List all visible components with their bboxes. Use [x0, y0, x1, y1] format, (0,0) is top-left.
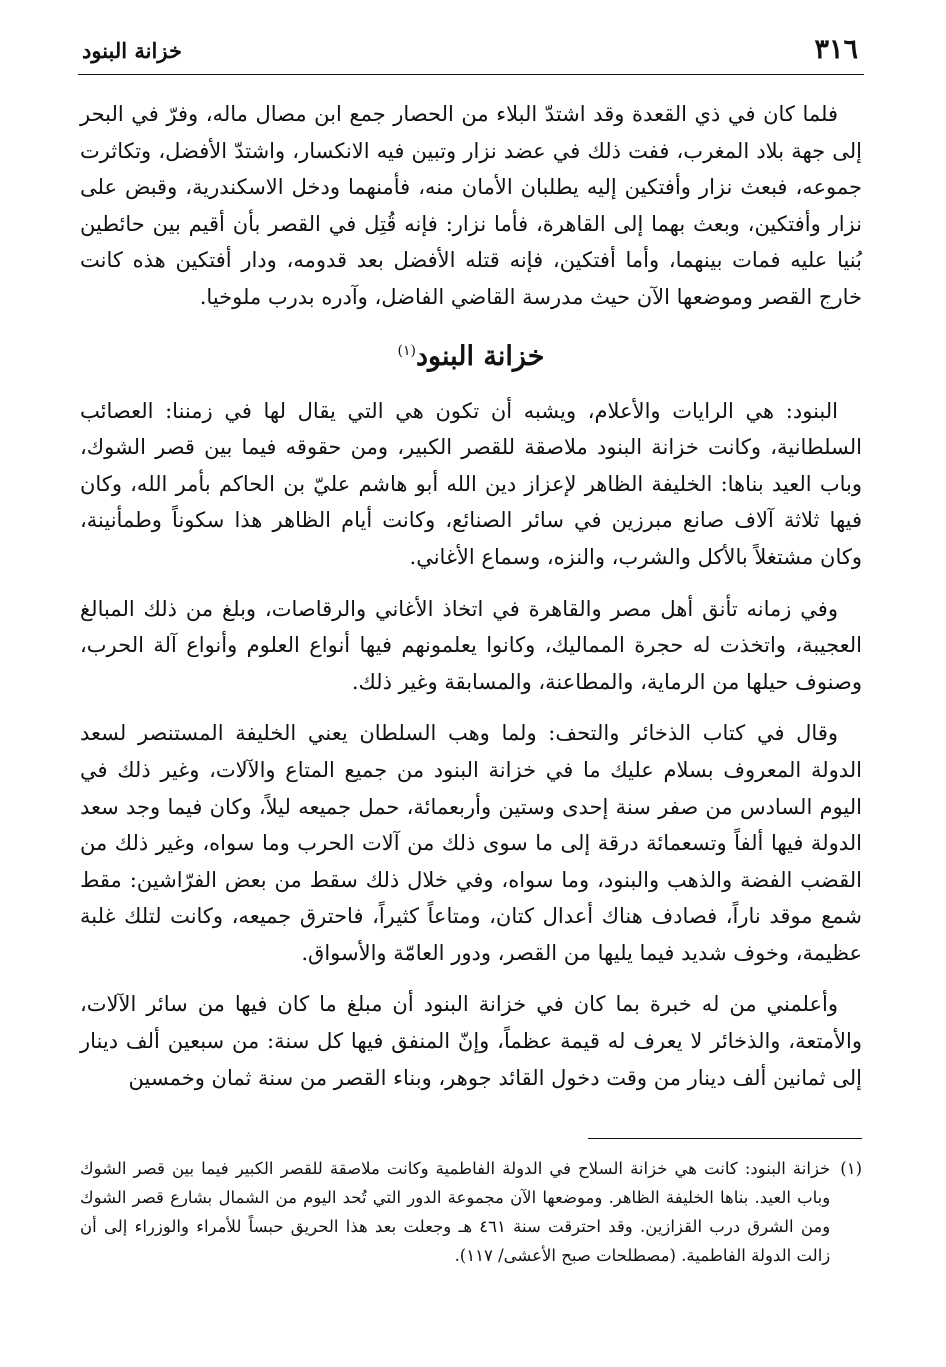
page-header [78, 30, 864, 75]
paragraph: وأعلمني من له خبرة بما كان في خزانة البنود أن مبلغ ما كان فيها من سائر الآلات، والأمتعة، والذخائر لا يعرف له قيمة عظماً، وإنّ المنفق فيها كل سنة: من سبعين ألف دينار إلى ثمانين ألف دينار من وقت دخول القائد جوهر، وبناء القصر من سنة ثمان وخمسين [80, 992, 862, 1090]
paragraph: وفي زمانه تأنق أهل مصر والقاهرة في اتخاذ الأغاني والرقاصات، وبلغ من ذلك المبالغ العجيبة، واتخذت له حجرة المماليك، وكانوا يعلمونهم فيها أنواع العلوم وأنواع آلة الحرب، وصنوف حيلها من الرماية، والمطاعنة، والمسابقة وغير ذلك. [80, 596, 862, 694]
page-body [80, 96, 862, 1111]
footnote-reference: (١) [397, 342, 416, 359]
paragraph: البنود: هي الرايات والأعلام، ويشبه أن تكون هي التي يقال لها في زمننا: العصائب السلطانية، وكانت خزانة البنود ملاصقة للقصر الكبير، ومن حقوقه فيما بين قصر الشوك، وباب العيد بناها: الخليفة الظاهر لإعزاز دين الله أبو هاشم عليّ بن الحاكم بأمر الله، وكان فيها ثلاثة آلاف صانع مبرزين في سائر الصنائع، وكانت أيام الظاهر هذا سكوناً وطمأنينة، وكان مشتغلاً بالأكل والشرب، والنزه، وسماع الأغاني. [80, 398, 862, 569]
footnote-marker: (١) [840, 1159, 862, 1178]
running-title: خزانة البنود [82, 38, 182, 63]
footnote-divider [588, 1138, 862, 1139]
paragraph: وقال في كتاب الذخائر والتحف: ولما وهب السلطان يعني الخليفة المستنصر لسعد الدولة المعروف بسلام عليك ما في خزانة البنود من جميع المتاع والآلات، وغير ذلك في اليوم السادس من صفر سنة إحدى وستين وأربعمائة، حمل جميعه ليلاً، وكان فيما وجد سعد الدولة فيها ألفاً وتسعمائة درقة إلى ما سوى ذلك من آلات الحرب وما سواه، وغير ذلك من القضب الفضة والذهب والبنود، وما سواه، وفي خلال ذلك سقط من بعض الفرّاشين: مقط شمع موقد ناراً، فصادف هناك أعدال كتان، ومتاعاً كثيراً، فاحترق جميعه، وكانت لتلك غلبة عظيمة، وخوف شديد فيما يليها من القصر، ودور العامّة والأسواق. [80, 721, 862, 965]
section-title-text: خزانة البنود [415, 340, 545, 372]
footnote-text: خزانة البنود: كانت هي خزانة السلاح في الدولة الفاطمية وكانت ملاصقة للقصر الكبير فيما بين قصر الشوك وباب العيد. بناها الخليفة الظاهر. وموضعها الآن مجموعة الدور التي تُحد اليوم من الشمال بشارع قصر الشوك ومن الشرق درب القزازين. وقد احترقت سنة ٤٦١ هـ وجعلت بعد هذا الحريق حبساً للأمراء والوزراء إلى أن زالت الدولة الفاطمية. (مصطلحات صبح الأعشى/ ١١٧). [80, 1159, 831, 1265]
footnote [80, 1154, 862, 1270]
footnotes [80, 1154, 862, 1270]
section-title [80, 331, 862, 377]
intro-paragraph: فلما كان في ذي القعدة وقد اشتدّ البلاء من الحصار جمع ابن مصال ماله، وفرّ في البحر إلى جهة بلاد المغرب، ففت ذلك في عضد نزار وتبين فيه الانكسار، واشتدّ الأفضل، وتكاثرت جموعه، فبعث نزار وأفتكين إليه يطلبان الأمان منه، فأمنهما ودخل الاسكندرية، وقبض على نزار وأفتكين، وبعث بهما إلى القاهرة، فأما نزار: فإنه قُتِل في القصر بأن أقيم بين حائطين بُنيا عليه فمات بينهما، وأما أفتكين، فإنه قتله الأفضل بعد قدومه، ودار أفتكين هذه كانت خارج القصر وموضعها الآن حيث مدرسة القاضي الفاضل، وآدره بدرب ملوخيا. [80, 102, 862, 309]
page-number: ٣١٦ [814, 34, 858, 65]
